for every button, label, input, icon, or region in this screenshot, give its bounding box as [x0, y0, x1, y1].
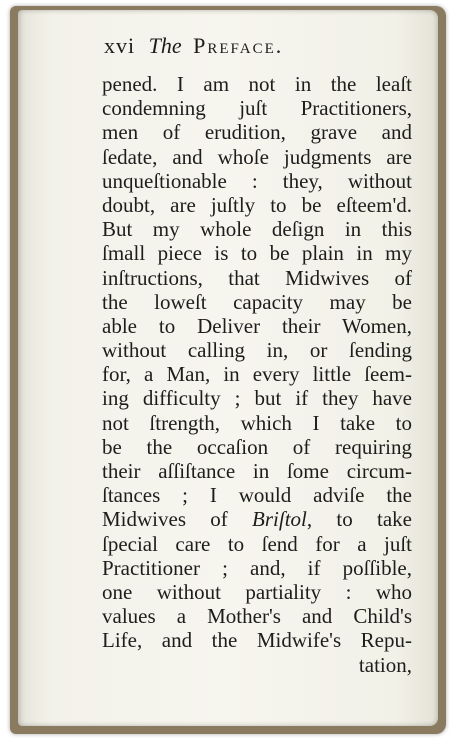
header-the: The	[148, 33, 182, 58]
page-number: xvi	[104, 33, 136, 58]
text-line: their aſſiſtance in ſome circum-	[102, 459, 412, 483]
text-line: the loweſt capacity may be	[102, 289, 412, 314]
text-line: doubt, are juſtly to be eſteem'd.	[102, 192, 412, 217]
text-line: condemning juſt Practitioners,	[102, 96, 412, 121]
text-line: pened. I am not in the leaſt	[102, 72, 412, 96]
text-line: Practitioner ; and, if poſſible,	[102, 555, 412, 580]
text-line: ſpecial care to ſend for a juſt	[102, 531, 412, 556]
text-line: Life, and the Midwife's Repu-	[102, 628, 412, 653]
text-line: men of erudition, grave and	[102, 120, 412, 145]
text-line: for, a Man, in every little ſeem-	[102, 362, 412, 387]
text-line: ſmall piece is to be plain in my	[102, 241, 412, 266]
text-line: ing difficulty ; but if they have	[102, 386, 412, 411]
body-text	[102, 72, 412, 677]
text-line: Midwives of Briſtol, to take	[102, 507, 412, 532]
text-line: inſtructions, that Midwives of	[102, 265, 412, 290]
text-line: not ſtrength, which I take to	[102, 410, 412, 435]
text-line: without calling in, or ſending	[102, 338, 412, 363]
text-line: one without partiality : who	[102, 579, 412, 604]
header-title: Preface.	[193, 33, 284, 58]
text-line: be the occaſion of requiring	[102, 434, 412, 459]
running-header	[104, 32, 404, 60]
text-line: values a Mother's and Child's	[102, 604, 412, 629]
text-line: ſtances ; I would adviſe the	[102, 483, 412, 508]
text-line: ſedate, and whoſe judgments are	[102, 144, 412, 169]
text-line: tation,	[358, 652, 412, 677]
text-line: unqueſtionable : they, without	[102, 168, 412, 193]
text-line: able to Deliver their Women,	[102, 313, 412, 338]
text-line: But my whole deſign in this	[102, 217, 412, 242]
